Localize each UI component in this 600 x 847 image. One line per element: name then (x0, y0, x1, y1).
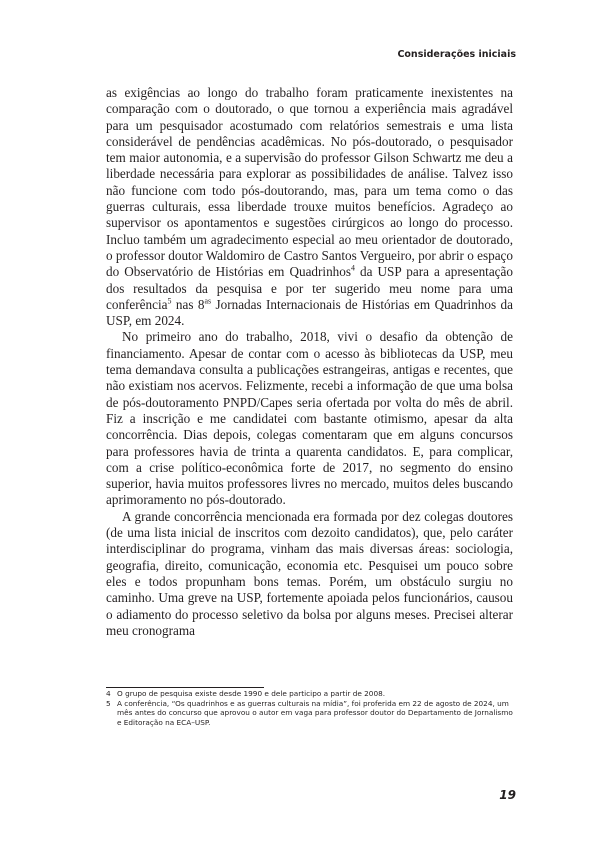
paragraph-1-text-d: Jornadas Internacionais de Histórias em Quadrinhos da USP, em 2024. (106, 296, 513, 329)
footnote-number: 5 (106, 698, 111, 708)
footnote-5 (106, 699, 516, 728)
running-header: Considerações iniciais (397, 49, 516, 60)
paragraph-1-text-b: da USP para a apresentação dos resultados da pesquisa e por ter sugerido meu nome para uma conferência (106, 264, 513, 312)
ordinal-indicator: as (204, 296, 212, 306)
footnote-ref-5: 5 (167, 296, 172, 306)
footnote-number: 4 (106, 689, 111, 698)
footnote-4 (106, 689, 516, 699)
body-text (106, 85, 513, 639)
page-number: 19 (499, 788, 516, 802)
footnote-ref-4: 4 (351, 263, 355, 273)
paragraph-1-text-c: nas 8 (171, 296, 205, 312)
footnote-text: O grupo de pesquisa existe desde 1990 e dele participo a partir de 2008. (117, 689, 386, 698)
footnote-text: A conferência, “Os quadrinhos e as guerras culturais na mídia”, foi proferida em 22 de agosto de 2024, um mês antes do concurso que aprovou o autor em vaga para professor doutor do Departamento de Jornalismo e Editoração na ECA–USP. (117, 698, 513, 727)
footnote-divider (106, 687, 264, 688)
paragraph-3: A grande concorrência mencionada era formada por dez colegas doutores (de uma lista inicial de inscritos com dezoito candidatos), que, pelo caráter interdisciplinar do programa, vinham das mais diversas áreas: sociologia, geografia, direito, comunicação, economia etc. Pesquisei um pouco sobre eles e todos propunham bons temas. Porém, um obstáculo surgiu no caminho. Uma greve na USP, fortemente apoiada pelos funcionários, causou o adiamento do processo seletivo da bolsa por alguns meses. Precisei alterar meu cronograma (106, 508, 513, 638)
footnotes (106, 689, 516, 727)
paragraph-1-text-a: as exigências ao longo do trabalho foram praticamente inexistentes na comparação com o doutorado, o que tornou a experiência mais agradável para um pesquisador acostumado com relatórios semestrais e uma lista considerável de pendências acadêmicas. No pós-doutorado, o pesquisador tem maior autonomia, e a supervisão do professor Gilson Schwartz me deu a liberdade necessária para explorar as possibilidades de análise. Talvez isso não funcione com todo pós-doutorando, mas, para um tema como o das guerras culturais, essa liberdade trouxe muitos benefícios. Agradeço ao supervisor os apontamentos e sugestões cirúrgicos ao longo do processo. Incluo também um agradecimento especial ao meu orientador de doutorado, o professor doutor Waldomiro de Castro Santos Vergueiro, por abrir o espaço do Observatório de Histórias em Quadrinhos (106, 85, 513, 280)
paragraph-2: No primeiro ano do trabalho, 2018, vivi o desafio da obtenção de financiamento. Apesar de contar com o acesso às bibliotecas da USP, meu tema demandava consulta a publicações estrangeiras, antigas e recentes, que não existiam nos acervos. Felizmente, recebi a informação de que uma bolsa de pós-doutoramento PNPD/Capes seria ofertada por volta do mês de abril. Fiz a inscrição e me candidatei com bastante otimismo, apesar da alta concorrência. Dias depois, colegas comentaram que em alguns concursos para professores havia de trinta a quarenta candidatos. E, para complicar, com a crise político-econômica forte de 2017, no segmento do ensino superior, havia muitos professores livres no mercado, muitos deles buscando aprimoramento no pós-doutorado. (106, 329, 513, 508)
paragraph-1 (106, 85, 513, 329)
